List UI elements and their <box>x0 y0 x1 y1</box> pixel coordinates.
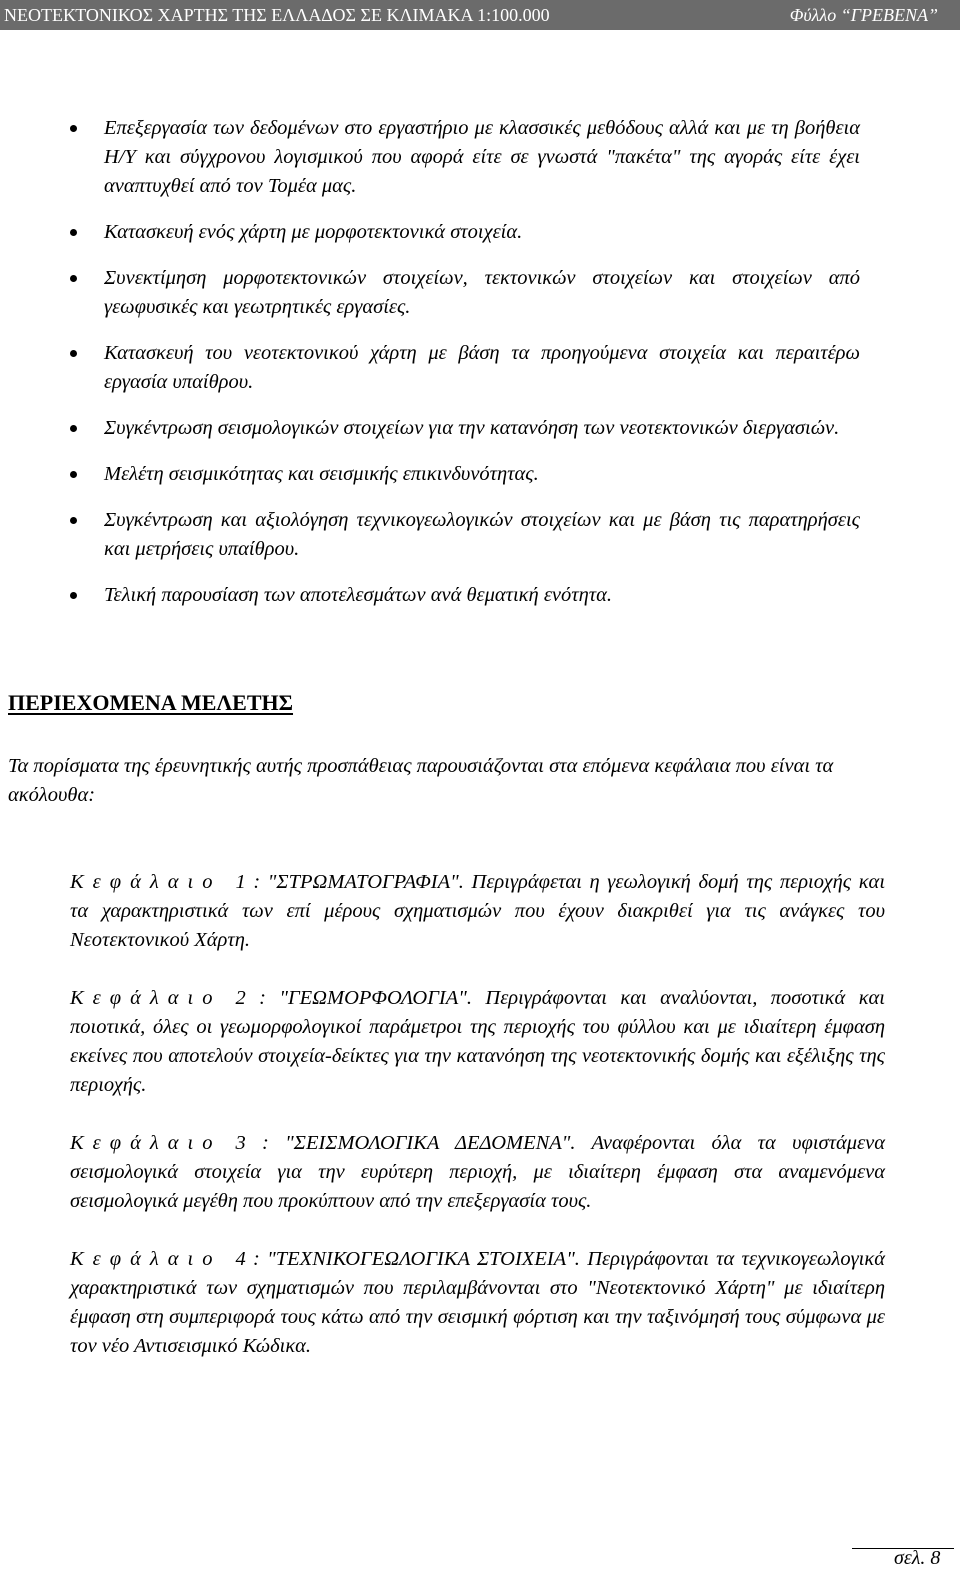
bullet-icon <box>70 471 77 478</box>
bullet-icon <box>70 125 77 132</box>
chapter-paragraph <box>70 868 885 955</box>
list-item-text: Συγκέντρωση σεισμολογικών στοιχείων για την κατανόηση των νεοτεκτονικών διεργασιών. <box>104 417 840 439</box>
bullet-icon <box>70 350 77 357</box>
list-item-text: Επεξεργασία των δεδομένων στο εργαστήριο με κλασσικές μεθόδους αλλά και με τη βοήθεια Η/Υ και σύγχρονου λογισμικού που αφορά είτε σε γνωστά "πακέτα" της αγοράς είτε έχει αναπτυχθεί από τον Τομέα μας. <box>104 117 860 197</box>
header-sheet: Φύλλο “ΓΡΕΒΕΝΑ” <box>789 5 938 25</box>
list-item-text: Κατασκευή ενός χάρτη με μορφοτεκτονικά στοιχεία. <box>104 221 523 243</box>
page-number: σελ. 8 <box>894 1547 941 1569</box>
bullet-icon <box>70 229 77 236</box>
list-item <box>70 114 860 201</box>
chapter-text: Περιγράφεται η γεωλογική δομή της περιοχής και τα χαρακτηριστικά των επί μέρους σχηματισμών που έχουν διακριθεί για τις ανάγκες του Νεοτεκτονικού Χάρτη. <box>70 871 886 951</box>
chapter-word: Κεφάλαιο <box>70 1248 222 1270</box>
list-item-text: Συγκέντρωση και αξιολόγηση τεχνικογεωλογικών στοιχείων και με βάση τις παρατηρήσεις και μετρήσεις υπαίθρου. <box>104 509 860 560</box>
chapter-number: 2 : "ΓΕΩΜΟΡΦΟΛΟΓΙΑ". <box>235 987 472 1009</box>
chapter-paragraph <box>70 1129 885 1216</box>
bullet-icon <box>70 425 77 432</box>
chapter-number: 3 : "ΣΕΙΣΜΟΛΟΓΙΚΑ ΔΕΔΟΜΕΝΑ". <box>235 1132 576 1154</box>
bullet-icon <box>70 517 77 524</box>
section-title: ΠΕΡΙΕΧΟΜΕΝΑ ΜΕΛΕΤΗΣ <box>8 690 294 715</box>
chapter-word: Κεφάλαιο <box>70 1132 222 1154</box>
list-item <box>70 339 860 397</box>
header-title: ΝΕΟΤΕΚΤΟΝΙΚΟΣ ΧΑΡΤΗΣ ΤΗΣ ΕΛΛΑΔΟΣ ΣΕ ΚΛΙΜΑΚΑ 1:100.000 <box>4 5 550 25</box>
intro-paragraph: Τα πορίσματα της έρευνητικής αυτής προσπάθειας παρουσιάζονται στα επόμενα κεφάλαια που είναι τα ακόλουθα: <box>8 755 834 806</box>
list-item <box>70 414 860 443</box>
list-item-text: Μελέτη σεισμικότητας και σεισμικής επικινδυνότητας. <box>104 463 539 485</box>
bullet-icon <box>70 275 77 282</box>
chapter-word: Κεφάλαιο <box>70 871 222 893</box>
chapter-list <box>70 868 885 1390</box>
chapter-text: Περιγράφονται και αναλύονται, ποσοτικά και ποιοτικά, όλες οι γεωμορφολογικοί παράμετροι της περιοχής του φύλλου και με ιδιαίτερη έμφαση εκείνες που αποτελούν στοιχεία-δείκτες για την κατανόηση της νεοτεκτονικής δομής και εξέλιξης της περιοχής. <box>70 987 885 1096</box>
chapter-text: Αναφέρονται όλα τα υφιστάμενα σεισμολογικά στοιχεία για την ευρύτερη περιοχή, με ιδιαίτερη έμφαση στα αναμενόμενα σεισμολογικά μεγέθη που προκύπτουν από την επεξεργασία τους. <box>70 1132 885 1212</box>
list-item <box>70 264 860 322</box>
chapter-text: Περιγράφονται τα τεχνικογεωλογικά χαρακτηριστικά των σχηματισμών που περιλαμβάνονται στο "Νεοτεκτονικό Χάρτη" με ιδιαίτερη έμφαση στη συμπεριφορά τους κάτω από την σεισμική φόρτιση και την ταξινόμησή τους σύμφωνα με τον νέο Αντισεισμικό Κώδικα. <box>70 1248 885 1357</box>
chapter-word: Κεφάλαιο <box>70 987 222 1009</box>
list-item <box>70 581 860 610</box>
list-item-text: Κατασκευή του νεοτεκτονικού χάρτη με βάση τα προηγούμενα στοιχεία και περαιτέρω εργασία υπαίθρου. <box>104 342 860 393</box>
chapter-paragraph <box>70 984 885 1100</box>
bullet-list <box>70 114 860 627</box>
list-item <box>70 506 860 564</box>
list-item-text: Τελική παρουσίαση των αποτελεσμάτων ανά θεματική ενότητα. <box>104 584 612 606</box>
list-item-text: Συνεκτίμηση μορφοτεκτονικών στοιχείων, τεκτονικών στοιχείων και στοιχείων από γεωφυσικές και γεωτρητικές εργασίες. <box>104 267 860 318</box>
list-item <box>70 218 860 247</box>
list-item <box>70 460 860 489</box>
chapter-number: 1 : "ΣΤΡΩΜΑΤΟΓΡΑΦΙΑ". <box>235 871 464 893</box>
chapter-paragraph <box>70 1245 885 1361</box>
page-header <box>0 0 960 30</box>
bullet-icon <box>70 592 77 599</box>
chapter-number: 4 : "ΤΕΧΝΙΚΟΓΕΩΛΟΓΙΚΑ ΣΤΟΙΧΕΙΑ". <box>235 1248 580 1270</box>
